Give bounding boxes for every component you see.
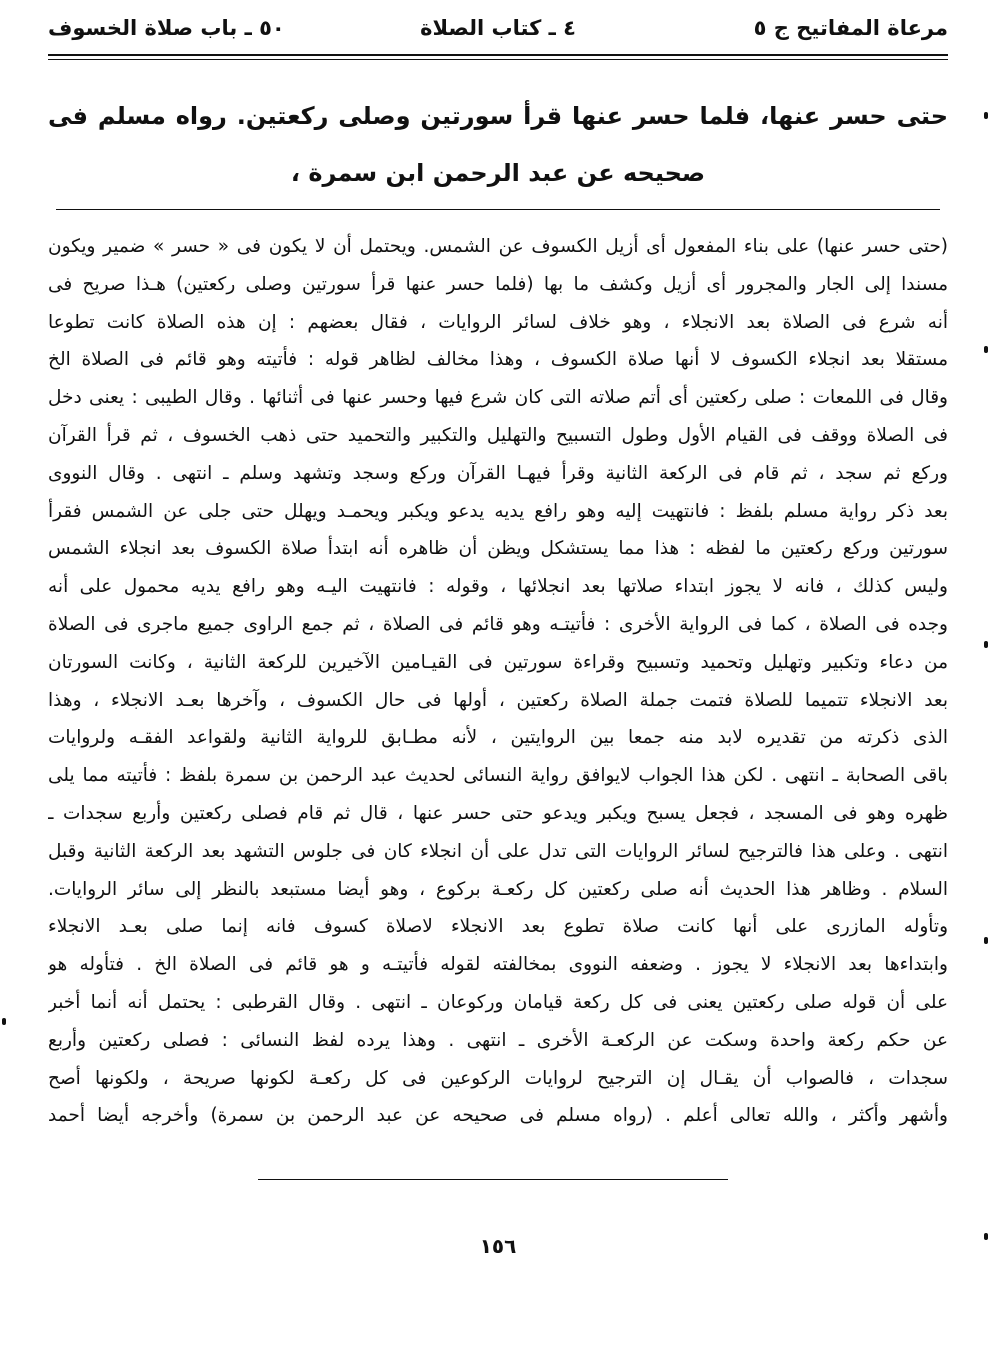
commentary-line: سجدات ، فالصواب أن يقـال إن الترجيح لروايات الركوعين فى كل ركعـة لكونها صريحة ، ولكونها أصح <box>48 1067 948 1089</box>
scan-edge-mark <box>984 1233 988 1240</box>
commentary-line: وليس كذلك ، فانه لا يجوز ابتداء صلاتها بعد انجلائها ، وقوله : فانتهيت اليـه وهو رافع يديه محمول على أنه <box>48 576 948 598</box>
commentary-line: وقال فى اللمعات : صلى ركعتين أى أتم صلاته التى كان شرع فيها وحسر عنها فى أثنائها . وقال الطيبى : يعنى دخل <box>48 387 948 409</box>
section-title: ٤ ـ كتاب الصلاة <box>420 16 576 40</box>
commentary-line: بعد ذكر رواية مسلم بلفظ : فانتهيت إليه وهو رافع يديه يدعو ويكبر ويحمـد ويهلل حتى جلى عن الشمس فقرأ <box>48 500 948 522</box>
scan-edge-mark <box>984 937 988 944</box>
commentary-line: من دعاء وتكبير وتهليل وتحميد وتسبيح وقراءة سورتين فى القيـامين الآخيرين للركعة الثانية ، وكانت السورتان <box>48 651 948 673</box>
scan-edge-mark <box>984 112 988 119</box>
book-title: مرعاة المفاتيح ج ٥ <box>753 16 948 40</box>
scan-edge-mark <box>2 1018 6 1025</box>
scan-edge-mark <box>984 346 988 353</box>
commentary-line: فى الصلاة ووقف فى القيام الأول وطول التسبيح والتهليل والتكبير والتحميد حتى ذهب الخسوف ، ثم قرأ القرآن <box>48 424 948 446</box>
commentary-line: أنه شرع فى الصلاة بعد الانجلاء ، وهو خلاف لسائر الروايات ، فقال بعضهم : إن هذه الصلاة كانت تطوعا <box>48 311 948 333</box>
commentary-line: الذى ذكرته من تقديره لابد منه جمعا بين الروايتين ، لأنه مطـابق للرواية الثانية ولقواعد الفقـه ولروايات <box>48 727 948 749</box>
commentary-line: السلام . وظاهر هذا الحديث أنه صلى ركعتين كل ركعـة بركوع ، وهو أيضا مستبعد بالنظر إلى سائر الروايات. <box>48 878 948 900</box>
running-header <box>48 14 948 50</box>
commentary-line: مستقلا بعد انجلاء الكسوف لا أنها صلاة الكسوف ، وهذا مخالف لظاهر قوله : فأتيته وهو قائم فى الصلاة الخ <box>48 349 948 371</box>
commentary-line: بعد الانجلاء تتميما للصلاة فتمت جملة الصلاة ركعتين ، أولها فى حال الكسوف ، وآخرها بعـد الانجلاء ، وهذا <box>48 689 948 711</box>
hadith-text: حتى حسر عنها، فلما حسر عنها قرأ سورتين وصلى ركعتين. رواه مسلم فى صحيحه عن عبد الرحمن ابن سمرة ، <box>48 102 948 187</box>
scan-edge-mark <box>984 641 988 648</box>
commentary-line: وابتداءها بعد الانجلاء لا يجوز . وضعفه النووى بمخالفته لقوله فأتيتـه و هو قائم فى الصلاة الخ . فتأوله هو <box>48 954 948 976</box>
commentary-line: وجده فى الصلاة ، كما فى الرواية الأخرى : فأتيتـه وهو قائم فى الصلاة ، ثم جمع الراوى جميع ماجرى فى الصلاة <box>48 613 948 635</box>
book-page <box>48 14 948 1334</box>
commentary-line: عن حكم ركعة واحدة وسكت عن الركعـة الأخرى ـ انتهى . وهذا يرده لفظ النسائى : فصلى ركعتين وأربع <box>48 1029 948 1051</box>
chapter-title: ٥٠ ـ باب صلاة الخسوف <box>48 16 285 40</box>
commentary-line: وتأوله المازرى على أنها كانت صلاة تطوع بعد الانجلاء لاصلاة كسوف فانه إنما صلى بعـد الانجلاء <box>48 916 948 938</box>
commentary-line: سورتين وركع ركعتين ما لفظه : هذا مما يستشكل ويظن أن ظاهره أنه ابتدأ صلاة الكسوف بعد انجلاء الشمس <box>48 538 948 560</box>
page-number: ١٥٦ <box>479 1234 517 1258</box>
commentary-line: على أن قوله صلى ركعتين يعنى فى كل ركعة قيامان وركوعان ـ انتهى . وقال القرطبى : يحتمل أنه أنما أخبر <box>48 991 948 1013</box>
commentary-line: انتهى . وعلى هذا فالترجيح لسائر الروايات التى تدل على أن انجلاء كان فى جلوس التشهد بعد الركعة الثانية وقبل <box>48 840 948 862</box>
header-divider <box>48 54 948 56</box>
commentary-line: باقى الصحابة ـ انتهى . لكن هذا الجواب لايوافق رواية النسائى لحديث عبد الرحمن بن سمرة بلفظ : فأتيته مما يلى <box>48 765 948 787</box>
commentary-line: مسندا إلى الجار والمجرور أى أزيل وكشف ما بها (فلما حسر عنها قرأ سورتين وصلى ركعتين) هـذا صريح فى <box>48 273 948 295</box>
hadith-divider <box>56 209 940 210</box>
commentary <box>48 228 948 1135</box>
commentary-line: ظهره وهو فى المسجد ، فجعل يسبح ويكبر ويدعو حتى حسر عنها ، قال ثم قام فصلى ركعتين وأربع سجدات ـ <box>48 802 948 824</box>
commentary-line: (حتى حسر عنها) على بناء المفعول أى أزيل الكسوف عن الشمس. ويحتمل أن لا يكون فى « حسر » ضمير ويكون <box>48 236 948 257</box>
commentary-line: وأشهر وأكثر ، والله تعالى أعلم . (رواه مسلم فى صحيحه عن عبد الرحمن بن سمرة) وأخرجه أيضا أحمد <box>48 1105 948 1127</box>
footnote-divider <box>258 1179 728 1180</box>
commentary-line: وركع ثم سجد ، ثم قام فى الركعة الثانية وقرأ فيهـا القرآن وركع وسجد وتشهد وسلم ـ انتهى . وقال النووى <box>48 462 948 484</box>
